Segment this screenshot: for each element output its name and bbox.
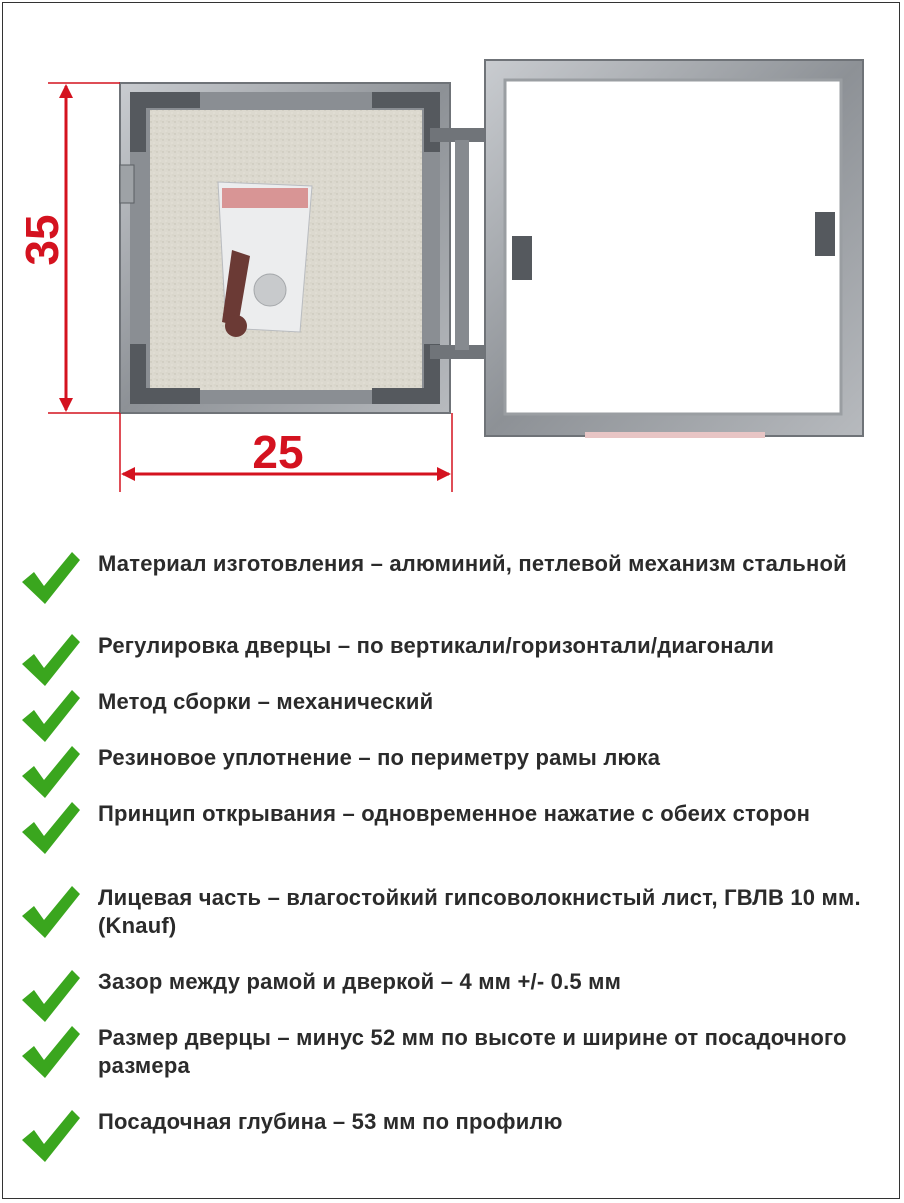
height-dimension (16, 83, 120, 413)
feature-text: Размер дверцы – минус 52 мм по высоте и ширине от посадочного размера (98, 1025, 847, 1078)
product-photo (0, 0, 904, 510)
hatch-door (120, 83, 450, 413)
check-mark-icon (20, 686, 82, 744)
feature-text: Посадочная глубина – 53 мм по профилю (98, 1109, 563, 1134)
hatch-frame (485, 60, 863, 438)
check-mark-icon (20, 798, 82, 856)
feature-text: Лицевая часть – влагостойкий гипсоволокнистый лист, ГВЛВ 10 мм. (Knauf) (98, 885, 861, 938)
check-mark-icon (20, 630, 82, 688)
feature-text: Зазор между рамой и дверкой – 4 мм +/- 0.5 мм (98, 969, 622, 994)
check-mark-icon (20, 548, 82, 606)
feature-text: Материал изготовления – алюминий, петлевой механизм стальной (98, 551, 847, 576)
check-mark-icon (20, 742, 82, 800)
check-mark-icon (20, 966, 82, 1024)
height-label: 35 (16, 214, 68, 266)
feature-text: Резиновое уплотнение – по периметру рамы люка (98, 745, 661, 770)
check-mark-icon (20, 882, 82, 940)
check-mark-icon (20, 1022, 82, 1080)
width-dimension (120, 413, 452, 492)
feature-text: Принцип открывания – одновременное нажатие с обеих сторон (98, 801, 811, 826)
feature-text: Регулировка дверцы – по вертикали/горизонтали/диагонали (98, 633, 775, 658)
check-mark-icon (20, 1106, 82, 1164)
feature-text: Метод сборки – механический (98, 689, 434, 714)
width-label: 25 (252, 426, 304, 478)
